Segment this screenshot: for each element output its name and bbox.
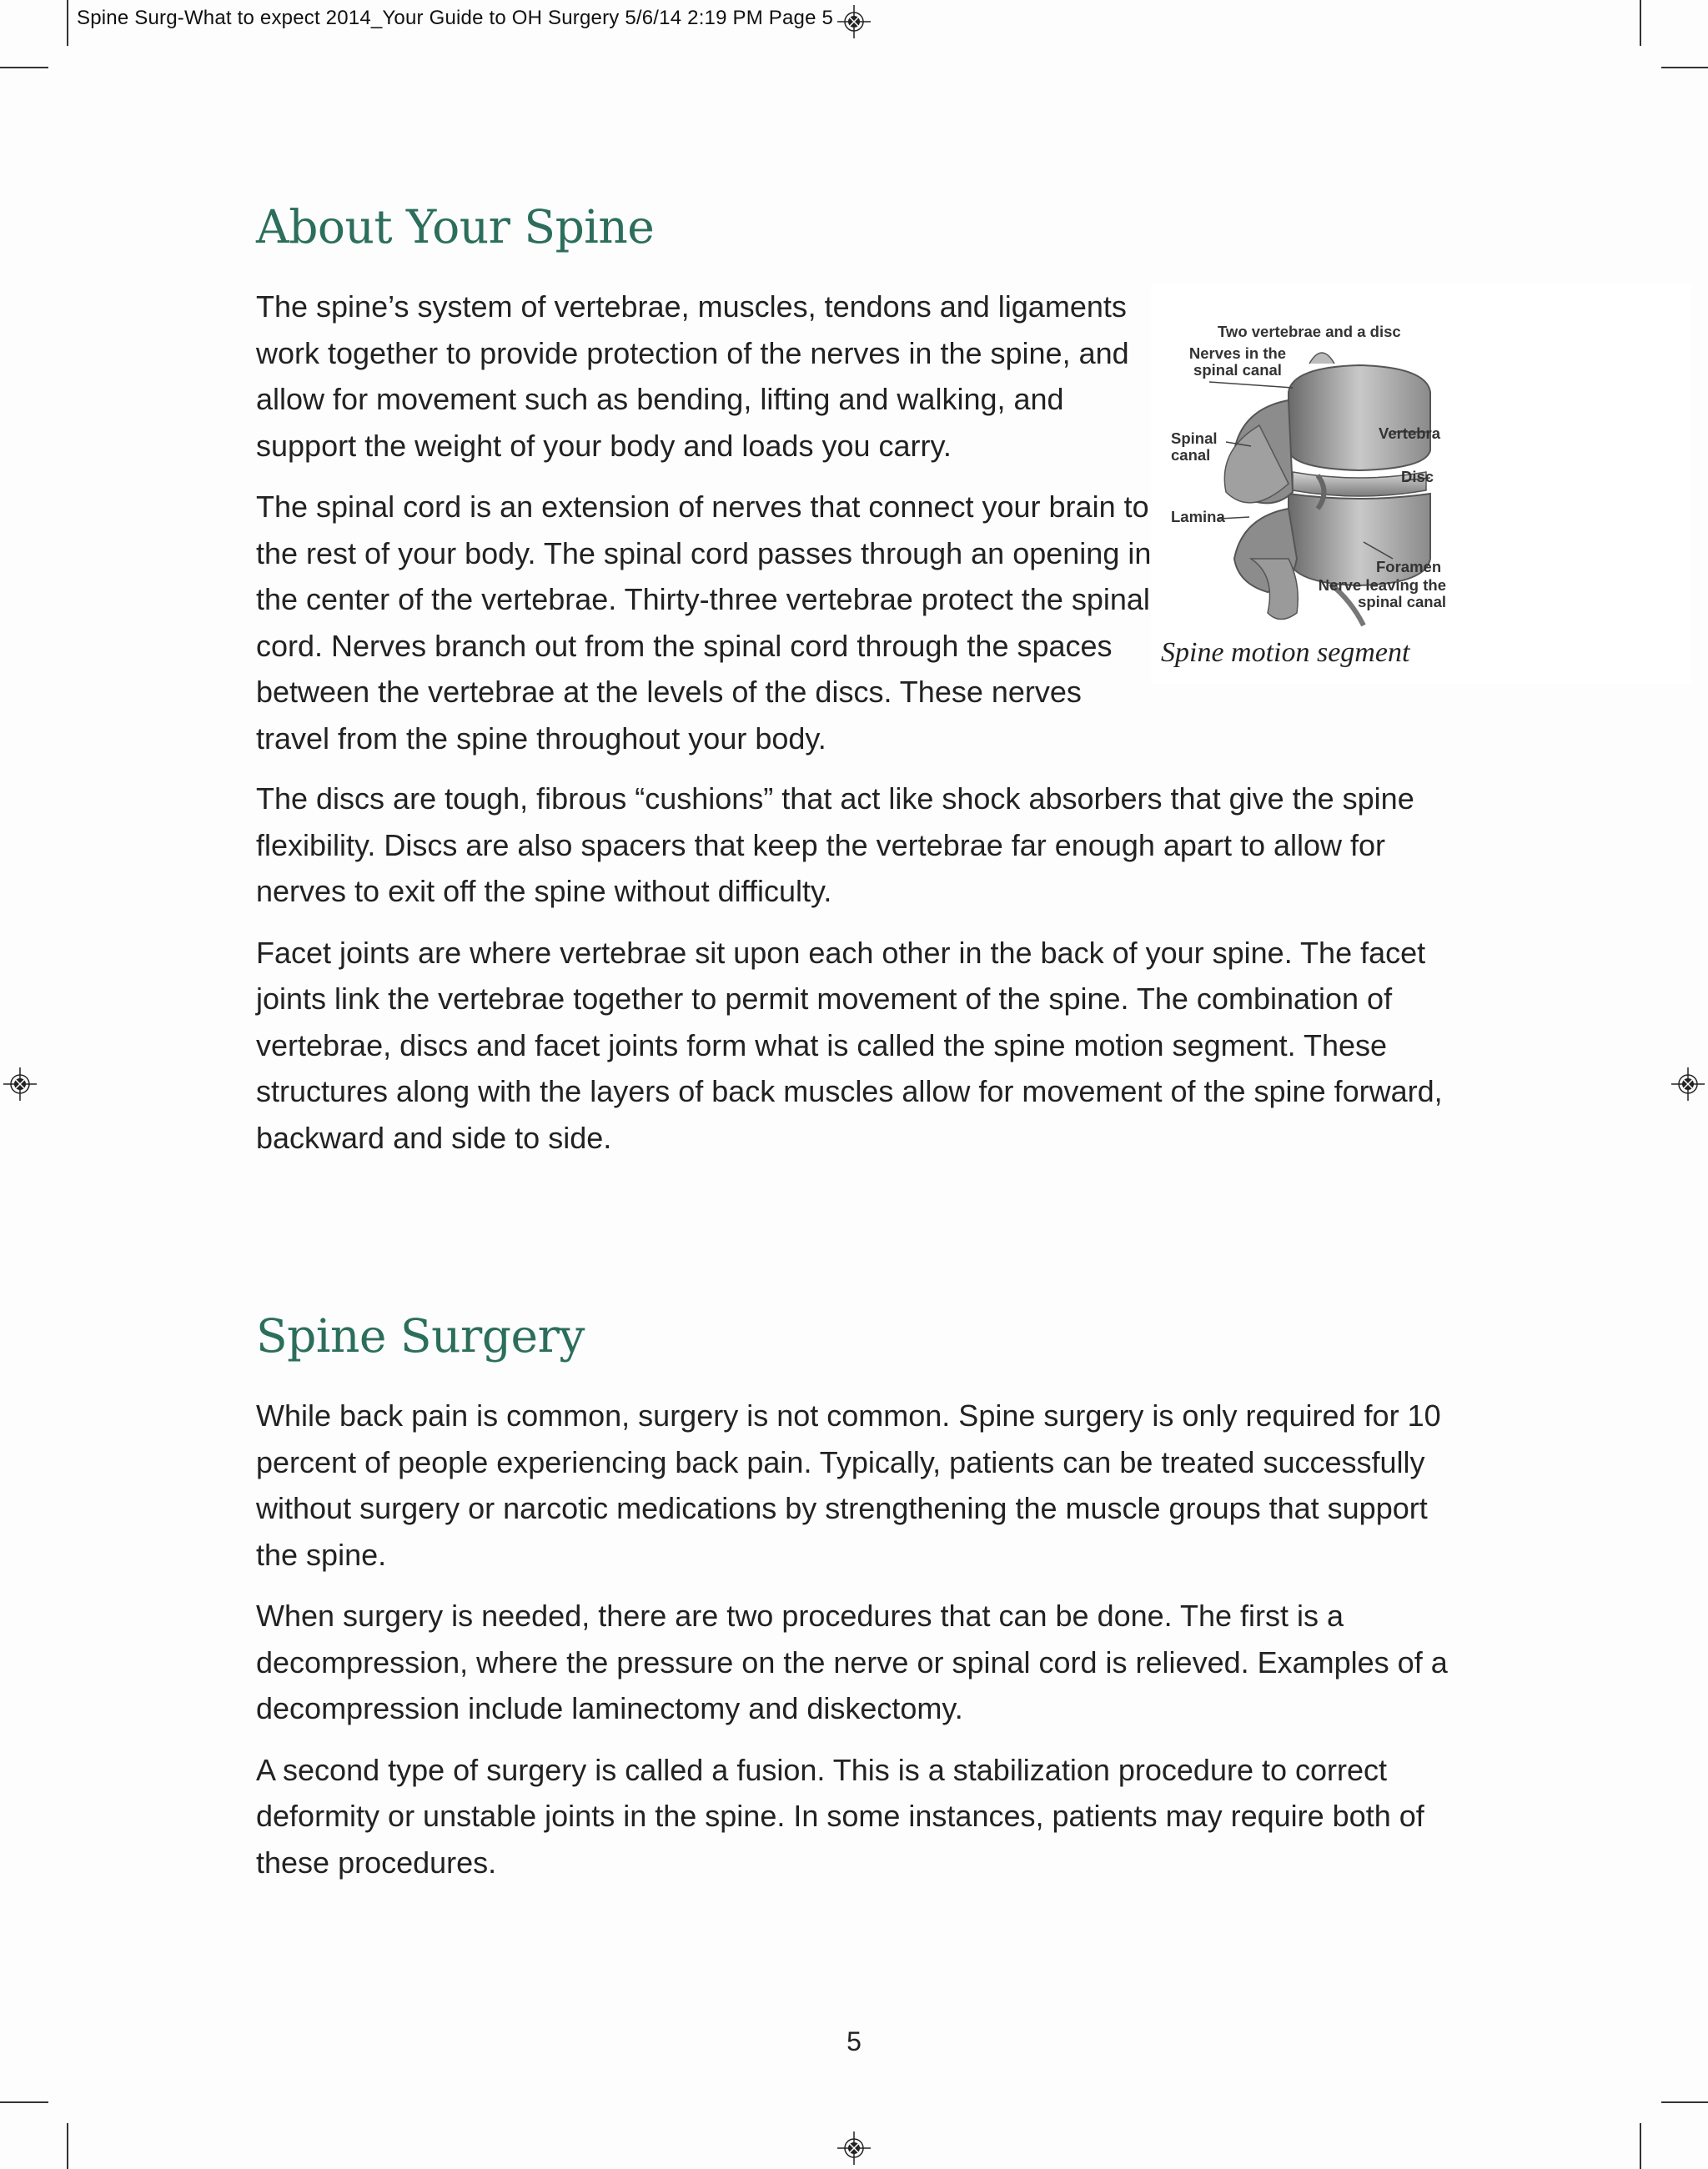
label-spinal-canal: Spinal canal bbox=[1171, 429, 1218, 464]
paragraph: The spinal cord is an extension of nerves that connect your brain to the rest of your body. The spinal cord passes through an opening in the center of the vertebrae. Thirty-three vertebrae protect the spinal cord. Nerves branch out from the spinal cord through the spaces between the vertebrae at the levels of the discs. These nerves travel from the spine throughout your body. bbox=[256, 490, 1152, 756]
crop-mark bbox=[67, 2123, 68, 2169]
section-title-about-spine: About Your Spine bbox=[256, 200, 655, 254]
label-foramen: Foramen bbox=[1376, 558, 1442, 575]
registration-mark-icon bbox=[837, 5, 871, 38]
label-lamina: Lamina bbox=[1171, 508, 1225, 525]
page-number: 5 bbox=[846, 2026, 862, 2056]
spine-diagram bbox=[1151, 284, 1691, 684]
body-paragraphs bbox=[256, 776, 1449, 1161]
label-nerves-in-canal: Nerves in the spinal canal bbox=[1188, 344, 1287, 379]
crop-mark bbox=[1661, 2101, 1708, 2103]
crop-mark bbox=[1640, 2123, 1641, 2169]
label-disc: Disc bbox=[1401, 468, 1434, 485]
crop-mark bbox=[1640, 0, 1641, 46]
paragraph: Facet joints are where vertebrae sit upon each other in the back of your spine. The facet joints link the vertebrae together to permit movement of the spine. The combination of vertebrae, discs and facet joints form what is called the spine motion segment. These structures along with the layers of back muscles allow for movement of the spine forward, backward and side to side. bbox=[256, 935, 1443, 1155]
print-slug: Spine Surg-What to expect 2014_Your Guide to OH Surgery 5/6/14 2:19 PM Page 5 bbox=[77, 7, 834, 29]
registration-mark-icon bbox=[1671, 1067, 1705, 1101]
label-nerve-leaving: Nerve leaving the spinal canal bbox=[1318, 576, 1446, 610]
crop-mark bbox=[1661, 67, 1708, 68]
registration-mark-icon bbox=[837, 2131, 871, 2165]
paragraph: The spine’s system of vertebrae, muscles, tendons and ligaments work together to provide protection of the nerves in the spine, and allow for movement such as bending, lifting and walking, and support the weight of your body and loads you carry. bbox=[256, 289, 1129, 463]
registration-mark-icon bbox=[3, 1067, 37, 1101]
crop-mark bbox=[0, 67, 48, 68]
paragraph: A second type of surgery is called a fusion. This is a stabilization procedure to correct deformity or unstable joints in the spine. In some instances, patients may require both of these procedures. bbox=[256, 1752, 1424, 1880]
paragraph: While back pain is common, surgery is not common. Spine surgery is only required for 10 percent of people experiencing back pain. Typically, patients can be treated successfully without surgery or narcotic medications by strengthening the muscle groups that support the spine. bbox=[256, 1398, 1441, 1572]
paragraph: When surgery is needed, there are two procedures that can be done. The first is a decompression, where the pressure on the nerve or spinal cord is relieved. Examples of a decompression include laminectomy and diskectomy. bbox=[256, 1599, 1448, 1725]
crop-mark bbox=[0, 2101, 48, 2103]
paragraph: The discs are tough, fibrous “cushions” that act like shock absorbers that give the spine flexibility. Discs are also spacers that keep the vertebrae far enough apart to allow for nerves to exit off the spine without difficulty. bbox=[256, 781, 1414, 908]
figure-caption: Spine motion segment bbox=[1161, 637, 1410, 668]
figure-title: Two vertebrae and a disc bbox=[1218, 323, 1401, 340]
label-vertebra: Vertebra bbox=[1379, 424, 1441, 442]
intro-paragraphs bbox=[256, 284, 1157, 761]
section-title-spine-surgery: Spine Surgery bbox=[256, 1309, 585, 1363]
crop-mark bbox=[67, 0, 68, 46]
surgery-paragraphs bbox=[256, 1393, 1449, 1885]
